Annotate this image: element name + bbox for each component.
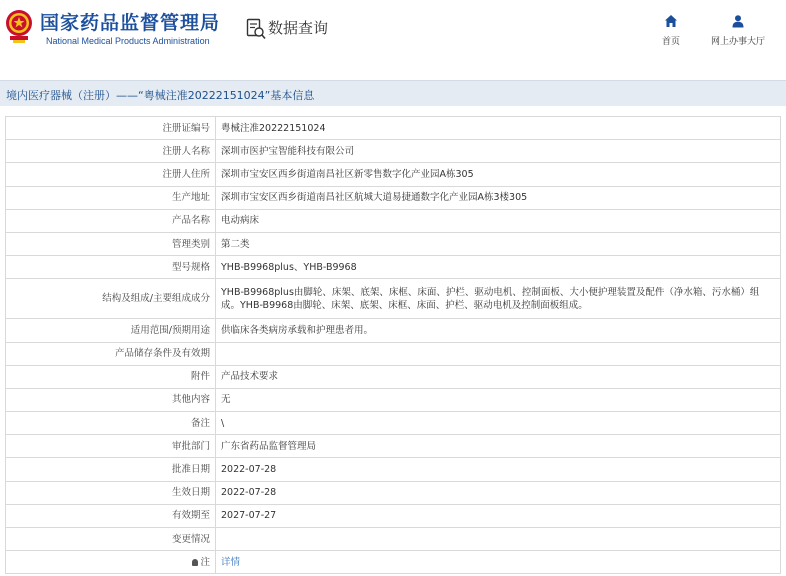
field-label: 审批部门	[6, 435, 216, 458]
field-value: 深圳市医护宝智能科技有限公司	[216, 140, 781, 163]
field-value: 产品技术要求	[216, 365, 781, 388]
home-icon	[664, 14, 678, 28]
field-value: YHB-B9968plus、YHB-B9968	[216, 256, 781, 279]
field-label: 结构及组成/主要组成成分	[6, 279, 216, 319]
table-row	[6, 232, 781, 255]
table-row	[6, 365, 781, 388]
details-link[interactable]: 详情	[221, 556, 241, 568]
nav-home-label: 首页	[661, 37, 680, 47]
field-value: 无	[216, 388, 781, 411]
field-label: 生产地址	[6, 186, 216, 209]
field-value	[216, 528, 781, 551]
table-row	[6, 163, 781, 186]
record-title-bar	[0, 80, 786, 106]
table-row	[6, 186, 781, 209]
table-row	[6, 435, 781, 458]
field-label: 产品储存条件及有效期	[6, 342, 216, 365]
field-label: 注册人住所	[6, 163, 216, 186]
field-label: 附件	[6, 365, 216, 388]
table-row	[6, 342, 781, 365]
field-label: 变更情况	[6, 528, 216, 551]
field-label: 产品名称	[6, 209, 216, 232]
field-value: 2027-07-27	[216, 504, 781, 527]
table-row	[6, 551, 781, 574]
field-value: 2022-07-28	[216, 481, 781, 504]
field-label: 注册证编号	[6, 117, 216, 140]
field-label: 有效期至	[6, 504, 216, 527]
table-row	[6, 481, 781, 504]
note-value-cell	[216, 551, 781, 574]
field-label: 适用范围/预期用途	[6, 319, 216, 342]
field-label: 批准日期	[6, 458, 216, 481]
bell-icon	[192, 559, 198, 566]
field-value: 广东省药品监督管理局	[216, 435, 781, 458]
field-label: 注册人名称	[6, 140, 216, 163]
registration-info-table	[5, 116, 781, 574]
record-title: 境内医疗器械（注册）——“粤械注准20222151024”基本信息	[6, 89, 315, 102]
field-value: YHB-B9968plus由脚轮、床架、底架、床框、床面、护栏、驱动电机、控制面板、大小便护理装置及配件（净水箱、污水桶）组成。YHB-B9968由脚轮、床架、底架、床框、床面、护栏、驱动电机及控制面板组成。	[216, 279, 781, 319]
field-label: 备注	[6, 412, 216, 435]
field-value: 供临床各类病房承载和护理患者用。	[216, 319, 781, 342]
site-header	[0, 0, 786, 64]
nav-online-office-label: 网上办事大厅	[710, 37, 765, 47]
table-row	[6, 117, 781, 140]
field-label: 注	[200, 556, 210, 568]
table-row	[6, 412, 781, 435]
table-row	[6, 458, 781, 481]
field-label: 型号规格	[6, 256, 216, 279]
field-label: 管理类别	[6, 232, 216, 255]
table-row	[6, 279, 781, 319]
national-emblem-icon	[4, 8, 34, 44]
nav-online-office[interactable]	[706, 14, 770, 47]
field-value: 深圳市宝安区西乡街道南昌社区航城大道易捷通数字化产业园A栋3楼305	[216, 186, 781, 209]
note-label-cell	[6, 551, 216, 574]
field-value: \	[216, 412, 781, 435]
field-label: 生效日期	[6, 481, 216, 504]
table-row	[6, 528, 781, 551]
field-value: 深圳市宝安区西乡街道南昌社区新零售数字化产业园A栋305	[216, 163, 781, 186]
table-row	[6, 319, 781, 342]
agency-name-en[interactable]: National Medical Products Administration	[46, 36, 210, 46]
nav-home[interactable]	[656, 14, 686, 47]
user-icon	[731, 14, 745, 28]
field-value: 粤械注准20222151024	[216, 117, 781, 140]
table-row	[6, 256, 781, 279]
field-value: 2022-07-28	[216, 458, 781, 481]
data-query-icon	[246, 18, 266, 40]
field-value: 电动病床	[216, 209, 781, 232]
table-row	[6, 209, 781, 232]
table-row	[6, 140, 781, 163]
field-label: 其他内容	[6, 388, 216, 411]
table-row	[6, 388, 781, 411]
data-query-title: 数据查询	[268, 19, 329, 37]
field-value: 第二类	[216, 232, 781, 255]
agency-name-cn[interactable]: 国家药品监督管理局	[40, 12, 221, 34]
table-row	[6, 504, 781, 527]
field-value	[216, 342, 781, 365]
